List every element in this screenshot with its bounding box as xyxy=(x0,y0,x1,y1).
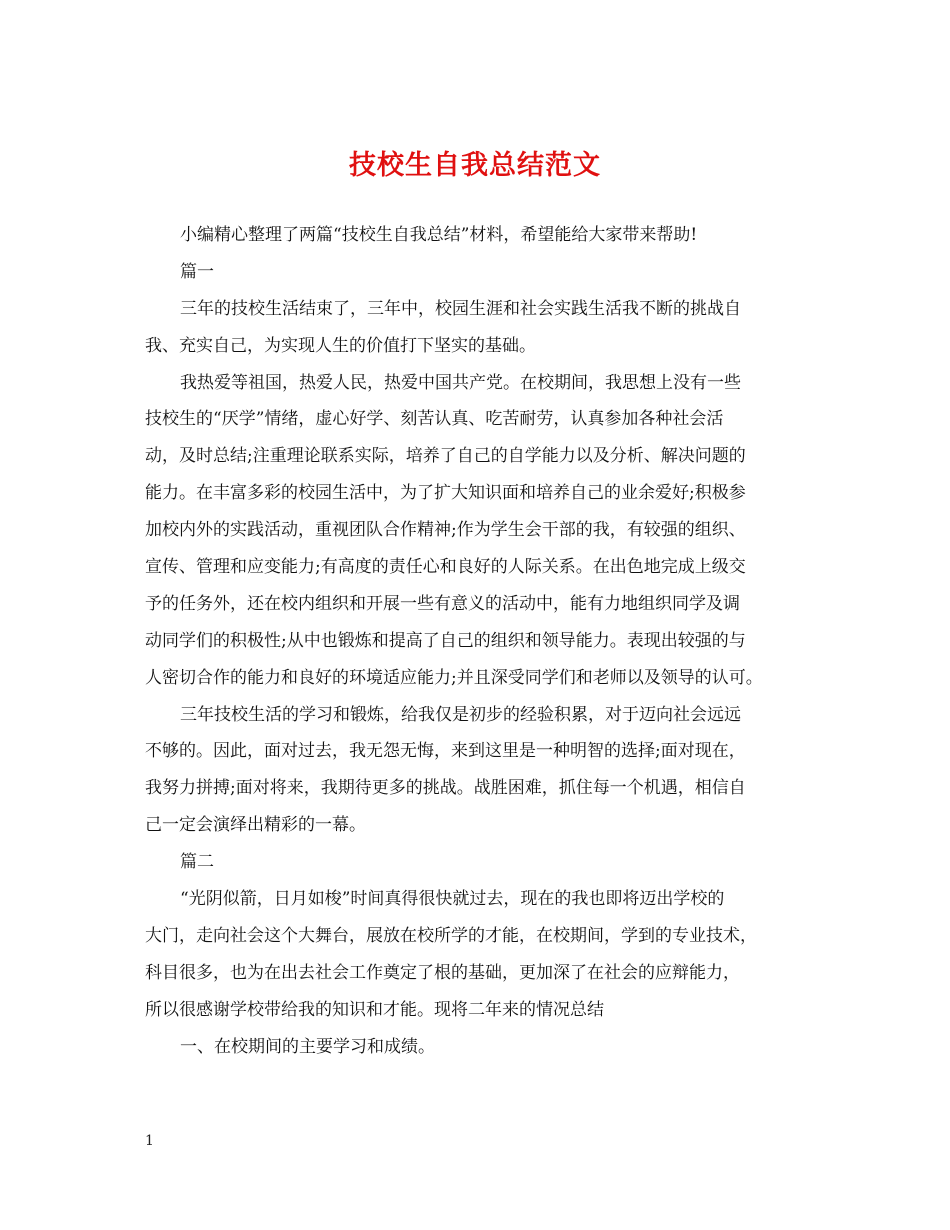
text-line: 三年的技校生活结束了，三年中，校园生涯和社会实践生活我不断的挑战自 xyxy=(180,298,741,319)
text-line: 大门，走向社会这个大舞台，展放在校所学的才能，在校期间，学到的专业技术， xyxy=(145,925,757,946)
document-body xyxy=(145,217,815,1065)
text-line: 能力。在丰富多彩的校园生活中，为了扩大知识面和培养自己的业余爱好;积极参 xyxy=(145,483,746,504)
text-line: 动同学们的积极性;从中也锻炼和提高了自己的组织和领导能力。表现出较强的与 xyxy=(145,630,746,651)
text-line: 我努力拼搏;面对将来，我期待更多的挑战。战胜困难，抓住每一个机遇，相信自 xyxy=(145,778,746,799)
text-line: 三年技校生活的学习和锻炼，给我仅是初步的经验积累，对于迈向社会远远 xyxy=(180,704,741,725)
text-line: 一、在校期间的主要学习和成绩。 xyxy=(180,1036,435,1057)
text-line: 小编精心整理了两篇“技校生自我总结”材料，希望能给大家带来帮助! xyxy=(180,225,698,245)
text-line: 所以很感谢学校带给我的知识和才能。现将二年来的情况总结 xyxy=(145,999,604,1020)
text-line: 不够的。因此，面对过去，我无怨无悔，来到这里是一种明智的选择;面对现在， xyxy=(145,741,746,762)
document-title: 技校生自我总结范文 xyxy=(349,150,601,181)
section-heading-2: 篇二 xyxy=(180,852,214,873)
text-line: 人密切合作的能力和良好的环境适应能力;并且深受同学们和老师以及领导的认可。 xyxy=(145,667,763,688)
section-heading-1: 篇一 xyxy=(180,261,214,282)
text-line: 宣传、管理和应变能力;有高度的责任心和良好的人际关系。在出色地完成上级交 xyxy=(145,557,746,578)
text-line: 加校内外的实践活动，重视团队合作精神;作为学生会干部的我，有较强的组织、 xyxy=(145,520,746,541)
text-line: 予的任务外，还在校内组织和开展一些有意义的活动中，能有力地组织同学及调 xyxy=(145,593,740,614)
text-line: “光阴似箭，日月如梭”时间真得很快就过去，现在的我也即将迈出学校的 xyxy=(180,889,725,910)
text-line: 我热爱等祖国，热爱人民，热爱中国共产党。在校期间，我思想上没有一些 xyxy=(180,372,741,393)
page-number: 1 xyxy=(145,1133,154,1149)
text-line: 技校生的“厌学”情绪，虚心好学、刻苦认真、吃苦耐劳，认真参加各种社会活 xyxy=(145,409,724,430)
text-line: 科目很多，也为在出去社会工作奠定了根的基础，更加深了在社会的应辩能力， xyxy=(145,962,740,983)
text-line: 动，及时总结;注重理论联系实际，培养了自己的自学能力以及分析、解决问题的 xyxy=(145,446,746,467)
text-line: 我、充实自己，为实现人生的价值打下坚实的基础。 xyxy=(145,335,536,356)
text-line: 己一定会演绎出精彩的一幕。 xyxy=(145,815,366,836)
